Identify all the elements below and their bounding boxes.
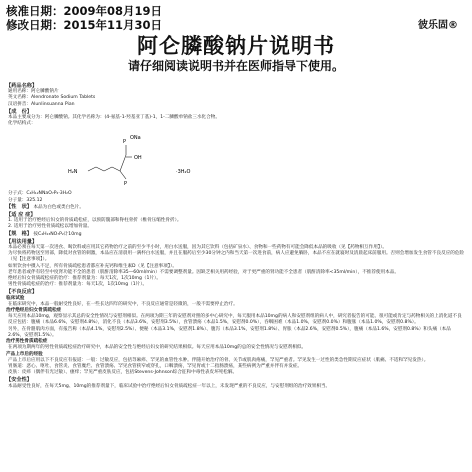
structure-water: ·3H₂O [176, 169, 191, 176]
section-heading: 【药品名称】 [6, 83, 38, 89]
section-dosage [6, 239, 466, 289]
text-line: 本品为白色或类白色片。 [33, 204, 84, 210]
section-appearance [6, 204, 466, 211]
text-line: 产品上市后应用以下不良反应有报道：一般：过敏反应，包括荨麻疹、罕见的血管性水肿。伴随开始治疗的骨、关节或肌肉疼痛，罕见严重者。罕见发生一过性的类急性期反应症状（肌痛、不适和罕见发热）。 [8, 357, 429, 363]
text-line: 胃肠道：恶心、呕吐、食管炎、食管糜烂、食管溃疡、罕见食管狭窄或穿孔，口咽溃疡，罕见胃或十二指肠溃疡，某些病例为严重并伴有并发症。 [8, 363, 303, 369]
subsection-heading: 产品上市后的经验 [6, 351, 43, 357]
section-heading: 【成 份】 [6, 108, 32, 115]
text-line: 如果饮食中摄入不足，所有骨质疏松患者都应补充钙和维生素D（见【注意事项】）。 [8, 263, 177, 269]
header-dates [6, 4, 162, 32]
text-line: 老年患者或伴有轻至中度肾功能不全的患者（肌酐清除率35—60ml/min）不需要调整剂量。因缺乏相关用药经验，对于更严重的肾功能不全患者（肌酐清除率<35ml/min），不推荐使用本品。 [8, 269, 399, 275]
document-body [6, 82, 466, 390]
structure-p-top: P [123, 139, 127, 146]
document-title: 阿仑膦酸钠片说明书 [137, 34, 335, 58]
structure-ona: ONa [130, 135, 141, 142]
text-line: 皮肤：皮疹（偶伴有光过敏）、瘙痒；罕见严重皮肤反应，包括Stevens-Johnson综合征和中毒性表皮坏死松解。 [8, 370, 238, 376]
text-line: 在临床研究中，本品一般耐受性良好，在一些长达四年的研究中，不良反应通常是轻微的，一般不需要停止治疗。 [8, 301, 238, 307]
subsection-heading: 治疗绝经后妇女骨质疏松症 [6, 308, 62, 314]
text-line: 按C₄H₁₃NO₇P₂计10mg [33, 231, 82, 237]
text-line: 本品主要成分为：阿仑膦酸钠。其化学名称为：(4-氨基-1-羟基亚丁基)-1，1-二膦酸单钠盐三水化合物。 [8, 115, 220, 121]
text-line: 2. 适用于治疗男性骨质疏松以增加骨量。 [8, 224, 92, 230]
text-line: 另外，在骨骼肌肉方面，有报告称（本品4.1%，安慰剂2.5%）、便秘（本品3.1%，安慰剂1.8%）、腹泻（本品3.1%，安慰剂1.8%）、胃胀（本品2.6%，安慰剂0.5%），腹痛（本品1.6%，安慰剂0.8%）和头痛（本品2.6%，安慰剂1.5%）。 [8, 326, 451, 338]
section-drug-name [6, 83, 466, 108]
section-safety [6, 377, 466, 389]
text-line: 本品耐受性良好，在每天5mg、10mg的推荐剂量下，临床试验中治疗绝经后妇女骨质疏松症一年以上，未发现严重的不良反应，与安慰剂组的治疗效果相当。 [8, 383, 331, 389]
section-adverse-reactions [6, 289, 466, 376]
text-line: 每天应用本品10mg，观察显示其总的安全性情况与安慰剂相似。在两项为期三年的安慰剂对照的多中心研究中，每天服用本品10mg的病人和安慰剂组的病人中，研究者报告的可能、很可能或肯定与药物相关的上消化道不良反应包括：腹痛（本品6.6%，安慰剂4.8%），消化不良（本品3.6%，安慰剂3.5%），食管溃疡（本品1.5%，安慰剂0.0%），吞咽困难（本品1.0%，安慰剂0.0%）和腹胀（本品1.0%，安慰剂0.8%）。 [8, 314, 462, 326]
section-heading: 【适 应 症】 [6, 212, 36, 219]
text-line: 通用名称：阿仑膦酸钠片 [8, 89, 59, 95]
structure-p-bottom: P [124, 181, 128, 188]
text-line: 绝经后妇女骨质疏松症的治疗：推荐剂量为：每天1次，1次10mg（1片）。 [8, 276, 161, 282]
text-line: 化学结构式： [8, 121, 36, 127]
text-line: 本品必须在每天第一次进食、喝饮料或应用其它药物治疗之前的至少半小时，用白水送服，因为其它饮料（包括矿泉水）、食物和一些药物有可能会降低本品的吸收（见【药物相互作用】）。 [8, 245, 387, 251]
text-line: 汉语拼音：Alunlinsuanna Pian [8, 101, 75, 107]
text-line: 为尽快将药物送至胃部，降低对食管的刺激，本品应在清晨用一满杯白水送服，并且在服药后至少30分钟之内和当天第一次进食前，病人应避免躺卧，本品不应在就寝时及清晨起床前服用。否则会增加发生食管不良反应的危险（见【注意事项】）。 [8, 251, 465, 263]
text-line: 在两项为期两年的男性骨质疏松症治疗研究中，本品的安全性与绝经后妇女的研究结果相似。每天应用本品10mg的总的安全性情况与安慰剂相似。 [8, 345, 307, 351]
section-heading: 【不良反应】 [6, 289, 38, 296]
subsection-heading: 临床试验 [6, 295, 25, 301]
structure-oh: OH [134, 155, 142, 162]
section-ingredients [6, 109, 466, 204]
document-subtitle: 请仔细阅读说明书并在医师指导下使用。 [127, 59, 344, 73]
molecular-weight: 分子量：325.12 [8, 197, 43, 203]
text-line: 英文名称：Alendronate Sodium Tablets [8, 95, 96, 101]
section-specification [6, 231, 466, 238]
molecular-formula: 分子式：C₄H₁₂NNaO₇P₂·3H₂O [8, 191, 72, 197]
text-line: 男性骨质疏松症的治疗：推荐剂量为：每天1次，1次10mg（1片）。 [8, 282, 148, 288]
subsection-heading: 治疗男性骨质疏松症 [6, 339, 48, 345]
section-indications [6, 212, 466, 231]
section-heading: 【安全性】 [6, 377, 32, 384]
section-heading: 【规 格】 [6, 230, 32, 237]
text-line: 1. 适用于治疗绝经后妇女的骨质疏松症，以预防髋部和脊柱骨折（椎骨压缩性骨折）。 [8, 218, 182, 224]
section-heading: 【性 状】 [6, 203, 32, 210]
revision-date: 修改日期：2015年11月30日 [6, 18, 163, 32]
approval-date: 核准日期：2009年08月19日 [6, 4, 163, 18]
section-heading: 【用法用量】 [6, 238, 38, 245]
structure-amine: H₂N [68, 169, 78, 176]
chemical-structure [6, 127, 466, 191]
brand-logo: 彼乐固® [418, 20, 458, 31]
